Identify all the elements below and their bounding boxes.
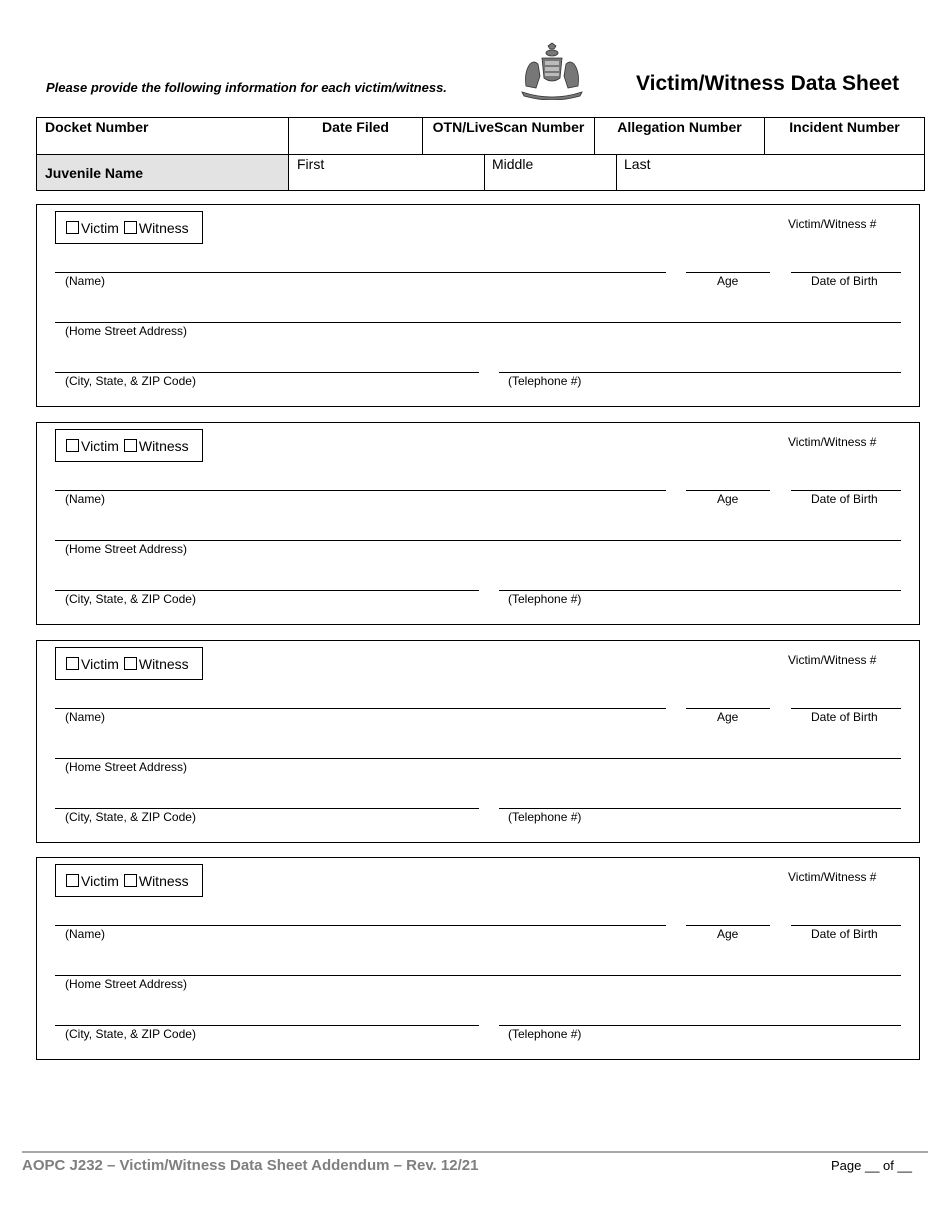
form-id: AOPC J232 – Victim/Witness Data Sheet Addendum – Rev. 12/21 [22,1157,479,1174]
witness-checkbox[interactable] [124,221,137,234]
type-selector [55,864,203,897]
juvenile-name-field[interactable] [289,155,925,191]
name-label: (Name) [65,492,106,506]
name-input-line[interactable] [55,490,666,491]
age-label: Age [717,274,739,288]
dob-label: Date of Birth [811,710,878,724]
allegation-number-cell[interactable]: Allegation Number [595,118,765,155]
victim-label: Victim [81,655,119,672]
witness-checkbox[interactable] [124,874,137,887]
dob-input-line[interactable] [791,272,901,273]
victim-witness-entry [36,640,920,843]
victim-witness-entry [36,204,920,407]
city-label: (City, State, & ZIP Code) [65,1027,196,1041]
name-label: (Name) [65,710,106,724]
first-name-label: First [297,156,325,172]
phone-label: (Telephone #) [508,592,582,606]
phone-input-line[interactable] [499,590,901,591]
address-label: (Home Street Address) [65,542,188,556]
address-label: (Home Street Address) [65,324,188,338]
middle-name-label: Middle [492,156,534,172]
witness-label: Witness [138,872,189,889]
age-label: Age [717,927,739,941]
phone-input-line[interactable] [499,808,901,809]
city-label: (City, State, & ZIP Code) [65,592,196,606]
phone-label: (Telephone #) [508,810,582,824]
name-label: (Name) [65,274,106,288]
name-divider [616,155,617,190]
victim-checkbox[interactable] [66,657,79,670]
case-info-table [36,117,925,191]
otn-livescan-cell[interactable]: OTN/LiveScan Number [423,118,595,155]
city-input-line[interactable] [55,1025,479,1026]
victim-witness-number-label: Victim/Witness # [788,870,877,884]
victim-checkbox[interactable] [66,439,79,452]
docket-number-cell[interactable]: Docket Number [37,118,289,155]
victim-witness-number-label: Victim/Witness # [788,653,877,667]
type-selector [55,211,203,244]
address-input-line[interactable] [55,540,901,541]
last-name-label: Last [624,156,651,172]
juvenile-name-label: Juvenile Name [37,155,289,191]
address-input-line[interactable] [55,975,901,976]
age-input-line[interactable] [686,272,770,273]
name-input-line[interactable] [55,272,666,273]
dob-label: Date of Birth [811,927,878,941]
witness-checkbox[interactable] [124,439,137,452]
name-divider [484,155,485,190]
age-input-line[interactable] [686,925,770,926]
witness-label: Witness [138,655,189,672]
address-input-line[interactable] [55,758,901,759]
victim-witness-number-label: Victim/Witness # [788,217,877,231]
age-label: Age [717,710,739,724]
dob-label: Date of Birth [811,274,878,288]
dob-input-line[interactable] [791,708,901,709]
victim-witness-number-label: Victim/Witness # [788,435,877,449]
phone-input-line[interactable] [499,1025,901,1026]
victim-checkbox[interactable] [66,874,79,887]
name-input-line[interactable] [55,925,666,926]
incident-number-cell[interactable]: Incident Number [765,118,925,155]
phone-label: (Telephone #) [508,1027,582,1041]
victim-witness-entry [36,857,920,1060]
phone-label: (Telephone #) [508,374,582,388]
pennsylvania-seal-icon [518,42,586,100]
page-number: Page __ of __ [831,1158,912,1173]
type-selector [55,647,203,680]
victim-checkbox[interactable] [66,221,79,234]
victim-witness-entry [36,422,920,625]
victim-label: Victim [81,872,119,889]
page-title: Victim/Witness Data Sheet [636,72,900,95]
witness-checkbox[interactable] [124,657,137,670]
name-label: (Name) [65,927,106,941]
address-input-line[interactable] [55,322,901,323]
phone-input-line[interactable] [499,372,901,373]
dob-label: Date of Birth [811,492,878,506]
address-label: (Home Street Address) [65,760,188,774]
dob-input-line[interactable] [791,490,901,491]
age-input-line[interactable] [686,708,770,709]
age-label: Age [717,492,739,506]
date-filed-cell[interactable]: Date Filed [289,118,423,155]
city-label: (City, State, & ZIP Code) [65,810,196,824]
city-input-line[interactable] [55,808,479,809]
type-selector [55,429,203,462]
city-input-line[interactable] [55,372,479,373]
city-label: (City, State, & ZIP Code) [65,374,196,388]
age-input-line[interactable] [686,490,770,491]
victim-label: Victim [81,219,119,236]
name-input-line[interactable] [55,708,666,709]
address-label: (Home Street Address) [65,977,188,991]
witness-label: Witness [138,437,189,454]
instructions-text: Please provide the following information for each victim/witness. [46,80,447,95]
dob-input-line[interactable] [791,925,901,926]
witness-label: Witness [138,219,189,236]
city-input-line[interactable] [55,590,479,591]
footer-divider [22,1151,928,1153]
victim-label: Victim [81,437,119,454]
